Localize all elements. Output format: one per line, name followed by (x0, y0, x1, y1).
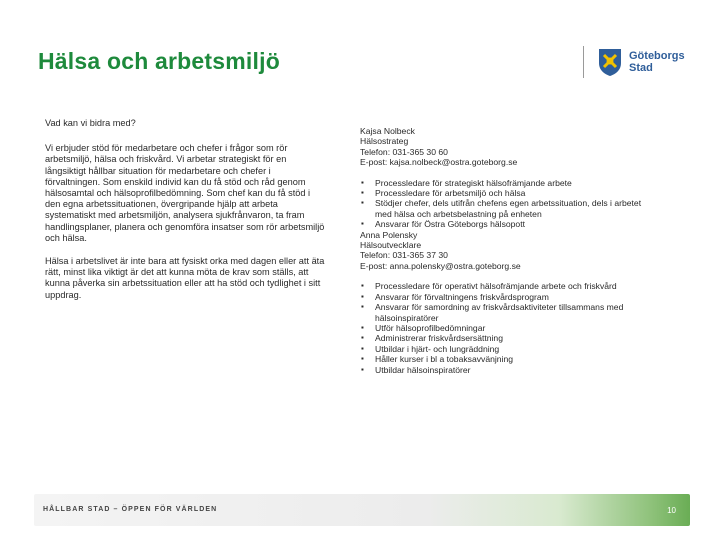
logo-line2: Stad (629, 62, 653, 74)
contacts-column (360, 126, 660, 375)
contact-card (360, 126, 660, 230)
list-item: ▪ Processledare för strategiskt hälsofrämjande arbete (360, 178, 660, 188)
list-item: ▪ Processledare för arbetsmiljö och hälsa (360, 188, 660, 198)
contact-card (360, 230, 660, 375)
intro-paragraph-1: Vi erbjuder stöd för medarbetare och chefer i frågor som rör arbetsmiljö, hälsa och friskvård. Vi arbetar strategiskt för en långsiktigt hållbar situation för medarbetare och chefer i förvaltningen. Som enskild individ kan du få stöd och råd genom hälsosamtal och hälsoprofilbedömning. Som chef kan du få stöd i den egna arbetssituationen, övergripande hjälp att arbeta systematiskt med arbetsmiljön, analysera sjukfrånvaron, ta fram handlingsplaner, planera och genomföra insatser som rör arbetsmiljö och hälsa. (45, 143, 325, 243)
intro-question: Vad kan vi bidra med? (45, 118, 136, 128)
logo-divider (583, 46, 584, 78)
intro-column (45, 118, 327, 313)
contact-role: Hälsoutvecklare (360, 240, 422, 251)
list-item: ▪ Ansvarar för samordning av friskvårdsaktiviteter tillsammans med hälsoinspiratörer (360, 302, 660, 323)
list-item: ▪ Ansvarar för Östra Göteborgs hälsopott (360, 219, 660, 229)
logo-line1: Göteborgs (629, 50, 685, 62)
contact-email: E-post: anna.polensky@ostra.goteborg.se (360, 260, 521, 271)
list-item: ▪ Processledare för operativt hälsofrämjande arbete och friskvård (360, 281, 660, 291)
list-item: ▪ Utför hälsoprofilbedömningar (360, 323, 660, 333)
contact-role: Hälsostrateg (360, 136, 409, 147)
responsibility-list (360, 178, 660, 230)
page-title: Hälsa och arbetsmiljö (38, 48, 280, 74)
footer-slogan: HÅLLBAR STAD – ÖPPEN FÖR VÄRLDEN (43, 506, 218, 513)
contact-phone: Telefon: 031-365 37 30 (360, 250, 448, 261)
goteborg-crest-icon (596, 47, 624, 77)
responsibility-list (360, 281, 660, 375)
contact-phone: Telefon: 031-365 30 60 (360, 146, 448, 157)
list-item: ▪ Utbildar hälsoinspiratörer (360, 365, 660, 375)
contact-email: E-post: kajsa.nolbeck@ostra.goteborg.se (360, 157, 518, 168)
logo-wordmark (629, 50, 685, 74)
intro-paragraph-2: Hälsa i arbetslivet är inte bara att fysiskt orka med dagen eller att äta rätt, minst lika viktigt är det att kunna möta de krav som ställs, att kunna påverka sin arbetssituation eller att ha stöd och tydlighet i sitt uppdrag. (45, 256, 325, 300)
contact-name: Anna Polensky (360, 229, 418, 240)
list-item: ▪ Stödjer chefer, dels utifrån chefens egen arbetssituation, dels i arbetet med hälsa och arbetsbelastning på enheten (360, 198, 660, 219)
page-number: 10 (667, 506, 676, 515)
list-item: ▪ Håller kurser i bl a tobaksavvänjning (360, 354, 660, 364)
list-item: ▪ Ansvarar för förvaltningens friskvårdsprogram (360, 292, 660, 302)
list-item: ▪ Administrerar friskvårdsersättning (360, 333, 660, 343)
footer-bar (34, 494, 690, 526)
contact-name: Kajsa Nolbeck (360, 126, 415, 136)
list-item: ▪ Utbildar i hjärt- och lungräddning (360, 344, 660, 354)
